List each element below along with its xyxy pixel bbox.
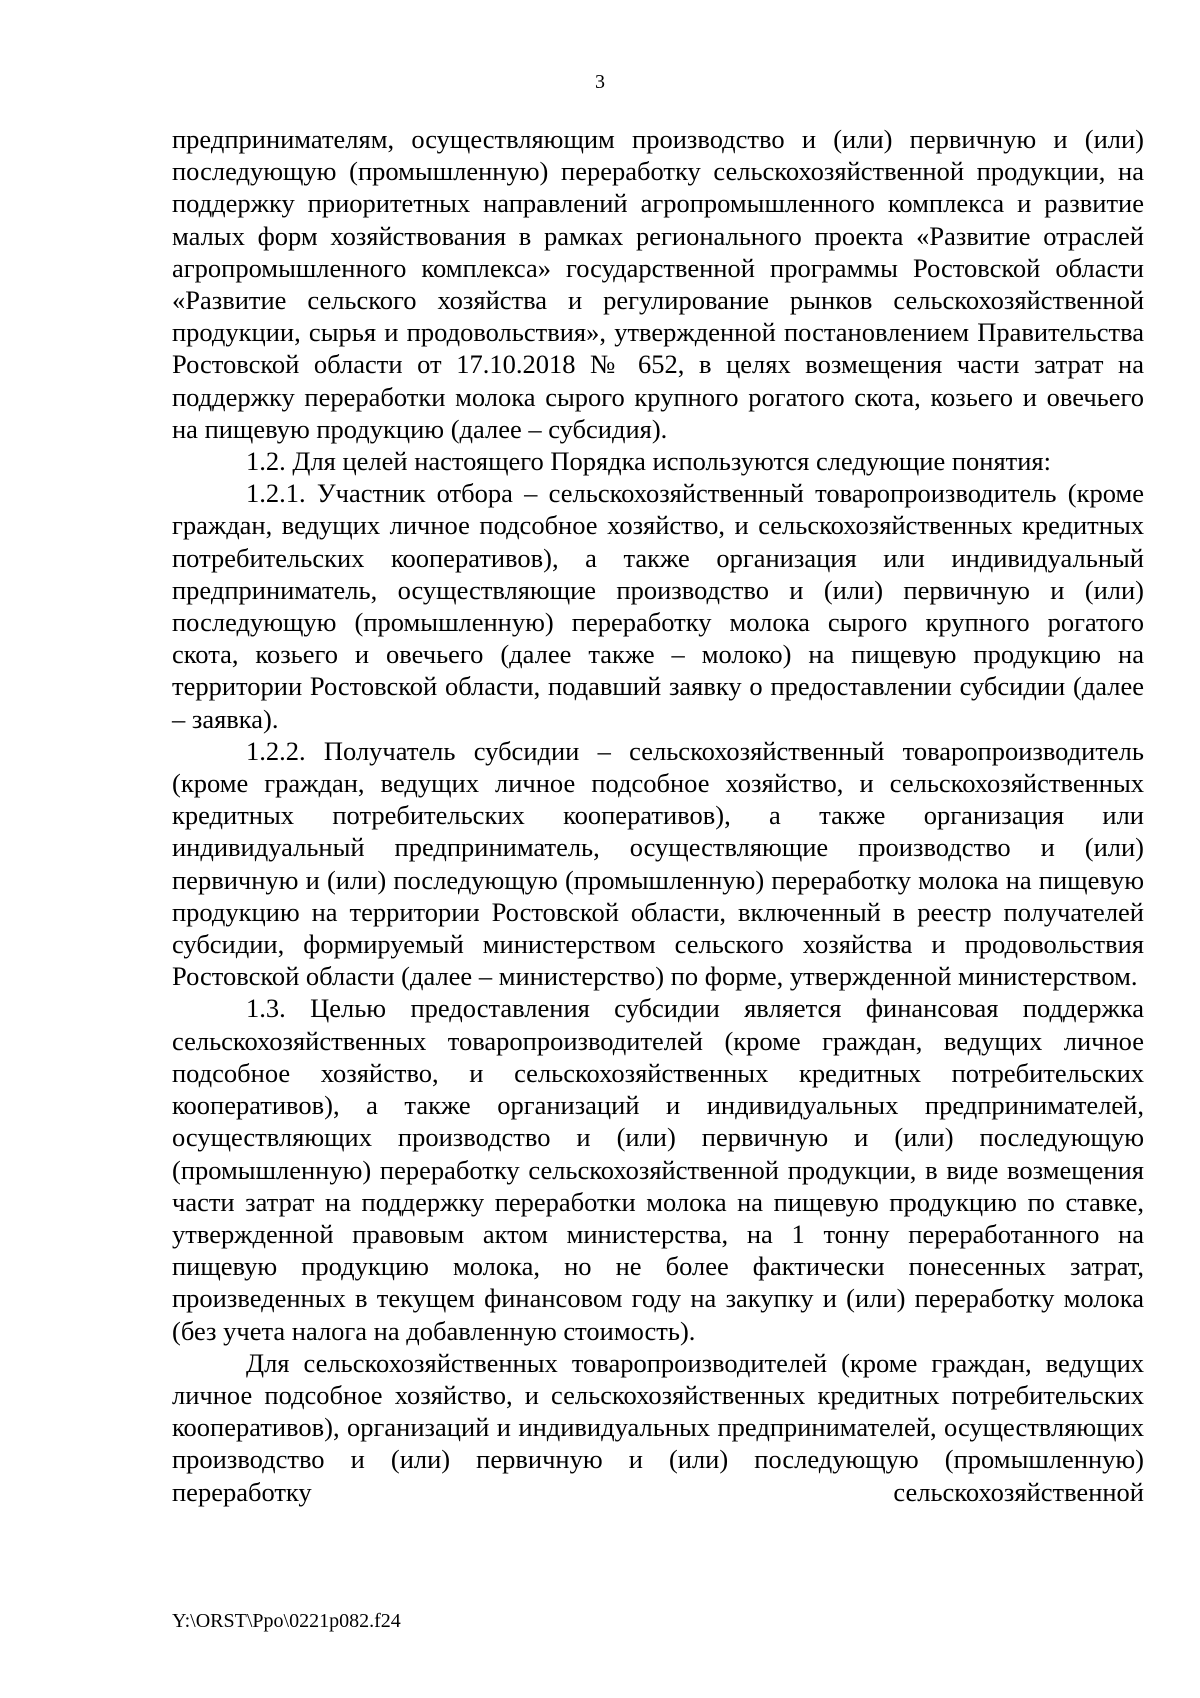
paragraph-1-2-1: 1.2.1. Участник отбора – сельскохозяйственный товаропроизводитель (кроме граждан, ведущих личное подсобное хозяйство, и сельскохозяйственных кредитных потребительских кооперативов), а также организация или индивидуальный предприниматель, осуществляющие производство и (или) первичную и (или) последующую (промышленную) переработку молока сырого крупного рогатого скота, козьего и овечьего (далее также – молоко) на пищевую продукцию на территории Ростовской области, подавший заявку о предоставлении субсидии (далее – заявка).	[172, 478, 1144, 734]
paragraph-1-2-2: 1.2.2. Получатель субсидии – сельскохозяйственный товаропроизводитель (кроме граждан, ведущих личное подсобное хозяйство, и сельскохозяйственных кредитных потребительских кооперативов), а также организация или индивидуальный предприниматель, осуществляющие производство и (или) первичную и (или) последующую (промышленную) переработку молока на пищевую продукцию на территории Ростовской области, включенный в реестр получателей субсидии, формируемый министерством сельского хозяйства и продовольствия Ростовской области (далее – министерство) по форме, утвержденной министерством.	[172, 735, 1144, 992]
paragraph-1-3: 1.3. Целью предоставления субсидии является финансовая поддержка сельскохозяйственных товаропроизводителей (кроме граждан, ведущих личное подсобное хозяйство, и сельскохозяйственных кредитных потребительских кооперативов), а также организаций и индивидуальных предпринимателей, осуществляющих производство и (или) первичную и (или) последующую (промышленную) переработку сельскохозяйственной продукции, в виде возмещения части затрат на поддержку переработки молока на пищевую продукцию по ставке, утвержденной правовым актом министерства, на 1 тонну переработанного на пищевую продукцию молока, но не более фактически понесенных затрат, произведенных в текущем финансовом году на закупку и (или) переработку молока (без учета налога на добавленную стоимость).	[172, 993, 1144, 1346]
paragraph-continuation: предпринимателям, осуществляющим производство и (или) первичную и (или) последующую (промышленную) переработку сельскохозяйственной продукции, на поддержку приоритетных направлений агропромышленного комплекса и развитие малых форм хозяйствования в рамках регионального проекта «Развитие отраслей агропромышленного комплекса» государственной программы Ростовской области «Развитие сельского хозяйства и регулирование рынков сельскохозяйственной продукции, сырья и продовольствия», утвержденной постановлением Правительства Ростовской области от 17.10.2018 № 652, в целях возмещения части затрат на поддержку переработки молока сырого крупного рогатого скота, козьего и овечьего на пищевую продукцию (далее – субсидия).	[172, 124, 1144, 444]
paragraph-1-3-continued: Для сельскохозяйственных товаропроизводителей (кроме граждан, ведущих личное подсобное хозяйство, и сельскохозяйственных кредитных потребительских кооперативов), организаций и индивидуальных предпринимателей, осуществляющих производство и (или) первичную и (или) последующую (промышленную) переработку сельскохозяйственной	[172, 1347, 1144, 1507]
page-number: 3	[595, 71, 605, 93]
footer-file-path: Y:\ORST\Ppo\0221p082.f24	[172, 1610, 401, 1632]
document-body	[172, 123, 1144, 1508]
paragraph-1-2: 1.2. Для целей настоящего Порядка используются следующие понятия:	[246, 446, 1051, 477]
